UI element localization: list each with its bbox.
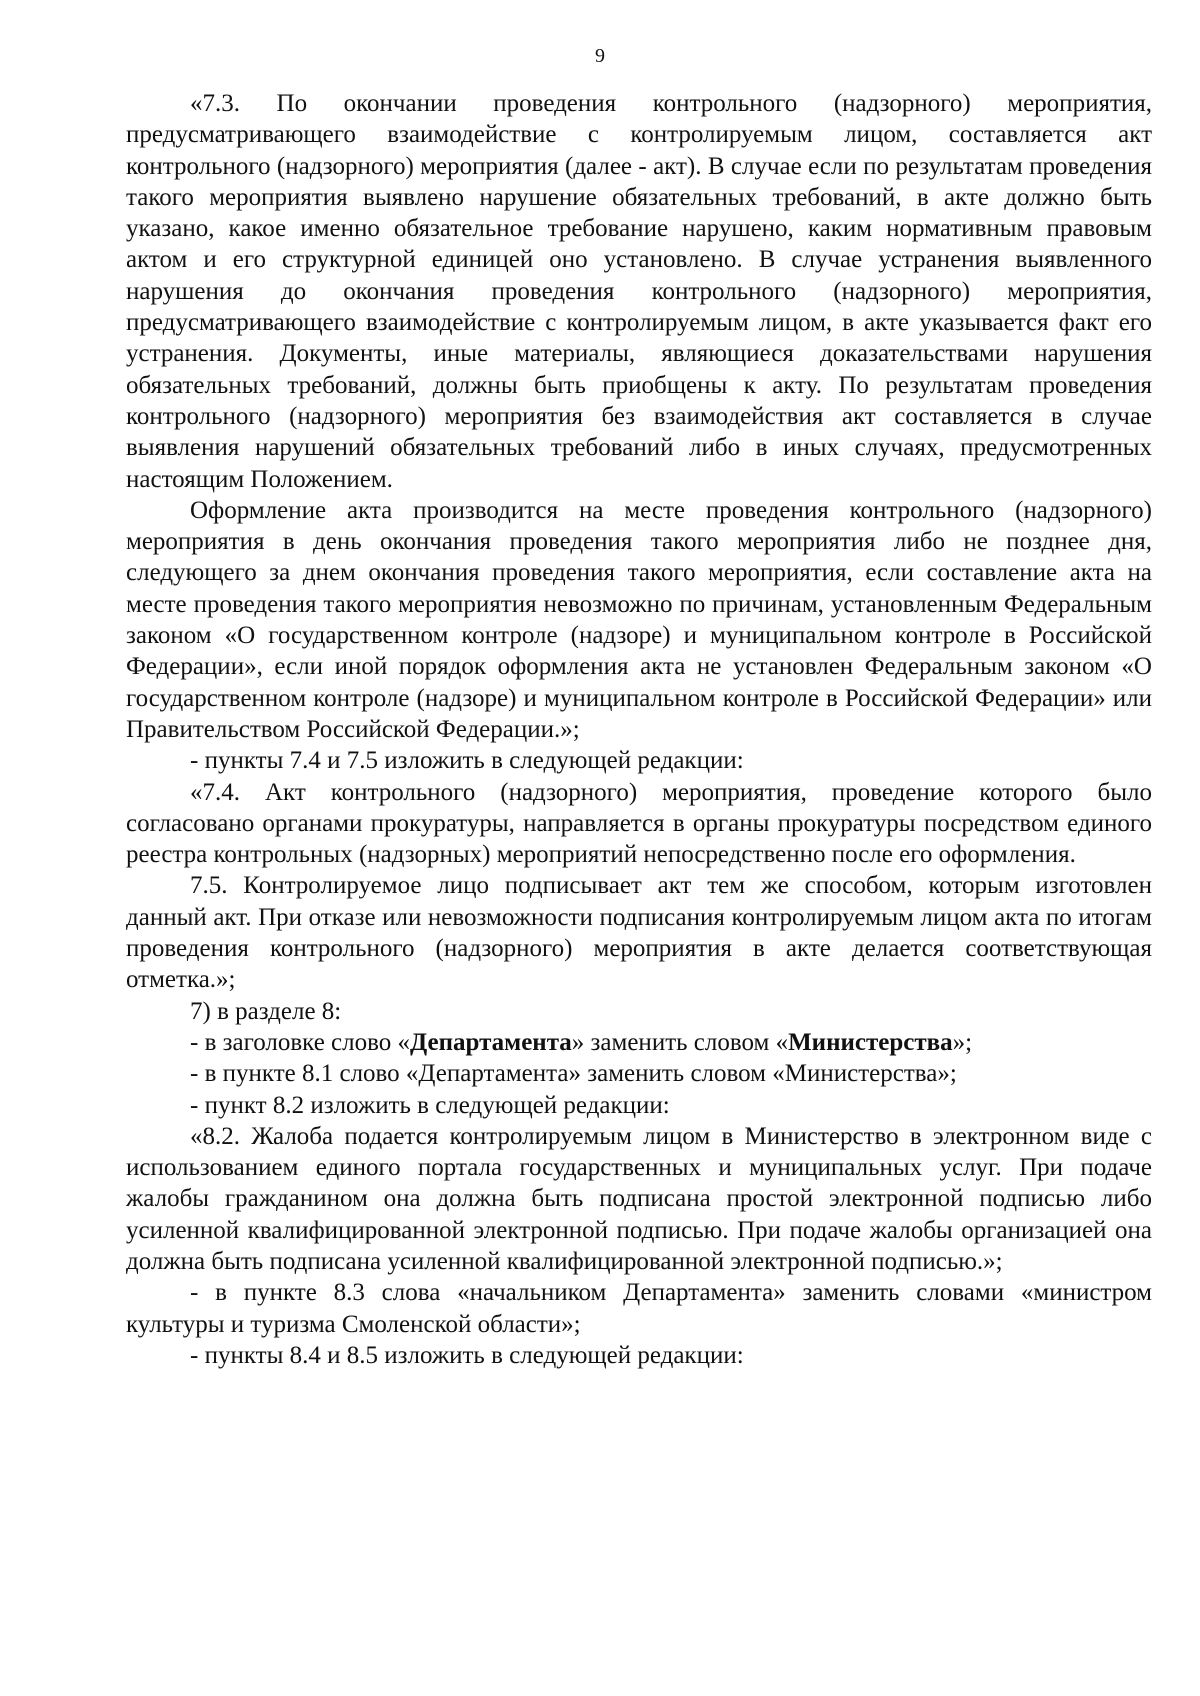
paragraph-items-7-4-7-5 — [126, 745, 1152, 776]
paragraph-8-1-replace — [126, 1058, 1152, 1089]
paragraph-text: - пункты 8.4 и 8.5 изложить в следующей редакции: — [190, 1341, 744, 1369]
paragraph-act-formatting — [126, 495, 1152, 745]
paragraph-8-4-8-5-instruction — [126, 1340, 1152, 1371]
paragraph-text: «7.4. Акт контрольного (надзорного) мероприятия, проведение которого было согласовано органами прокуратуры, направляется в органы прокуратуры посредством единого реестра контрольных (надзорных) мероприятий непосредственно после его оформления. — [126, 778, 1152, 869]
paragraph-7-3 — [126, 88, 1152, 495]
paragraph-text: - в пункте 8.3 слова «начальником Департамента» заменить словами «министром культуры и туризма Смоленской области»; — [126, 1279, 1152, 1338]
paragraph-7-4 — [126, 777, 1152, 871]
bold-word: Министерства — [788, 1028, 953, 1056]
text-part: »; — [952, 1028, 973, 1056]
bold-word: Департамента — [410, 1028, 572, 1056]
paragraph-text: - пункты 7.4 и 7.5 изложить в следующей редакции: — [190, 747, 744, 775]
paragraph-text: 7) в разделе 8: — [190, 997, 342, 1025]
paragraph-8-3-replace — [126, 1277, 1152, 1340]
paragraph-8-2 — [126, 1121, 1152, 1277]
text-part: » заменить словом « — [571, 1028, 789, 1056]
paragraph-7-5 — [126, 870, 1152, 995]
paragraph-section-8 — [126, 996, 1152, 1027]
paragraph-text: Оформление акта производится на месте проведения контрольного (надзорного) мероприятия в день окончания проведения такого мероприятия либо не позднее дня, следующего за днем окончания проведения такого мероприятия, если составление акта на месте проведения такого мероприятия невозможно по причинам, установленным Федеральным законом «О государственном контроле (надзоре) и муниципальном контроле в Российской Федерации», если иной порядок оформления акта не установлен Федеральным законом «О государственном контроле (надзоре) и муниципальном контроле в Российской Федерации» или Правительством Российской Федерации.»; — [126, 496, 1152, 743]
paragraph-text: - пункт 8.2 изложить в следующей редакции: — [190, 1091, 670, 1119]
paragraph-text: - в пункте 8.1 слово «Департамента» заменить словом «Министерства»; — [190, 1060, 957, 1088]
paragraph-text: «7.3. По окончании проведения контрольного (надзорного) мероприятия, предусматривающего взаимодействие с контролируемым лицом, составляется акт контрольного (надзорного) мероприятия (далее - акт). В случае если по результатам проведения такого мероприятия выявлено нарушение обязательных требований, в акте должно быть указано, какое именно обязательное требование нарушено, каким нормативным правовым актом и его структурной единицей оно установлено. В случае устранения выявленного нарушения до окончания проведения контрольного (надзорного) мероприятия, предусматривающего взаимодействие с контролируемым лицом, в акте указывается факт его устранения. Документы, иные материалы, являющиеся доказательствами нарушения обязательных требований, должны быть приобщены к акту. По результатам проведения контрольного (надзорного) мероприятия без взаимодействия акт составляется в случае выявления нарушений обязательных требований либо в иных случаях, предусмотренных настоящим Положением. — [126, 90, 1152, 493]
document-body — [126, 88, 1152, 1371]
text-part: - в заголовке слово « — [190, 1028, 411, 1056]
paragraph-8-2-instruction — [126, 1090, 1152, 1121]
paragraph-text: 7.5. Контролируемое лицо подписывает акт тем же способом, которым изготовлен данный акт. При отказе или невозможности подписания контролируемым лицом акта по итогам проведения контрольного (надзорного) мероприятия в акте делается соответствующая отметка.»; — [126, 872, 1152, 994]
paragraph-text: «8.2. Жалоба подается контролируемым лицом в Министерство в электронном виде с использованием единого портала государственных и муниципальных услуг. При подаче жалобы гражданином она должна быть подписана простой электронной подписью либо усиленной квалифицированной электронной подписью. При подаче жалобы организацией она должна быть подписана усиленной квалифицированной электронной подписью.»; — [126, 1122, 1152, 1275]
paragraph-heading-replace — [126, 1027, 1152, 1058]
page-number: 9 — [595, 45, 605, 67]
